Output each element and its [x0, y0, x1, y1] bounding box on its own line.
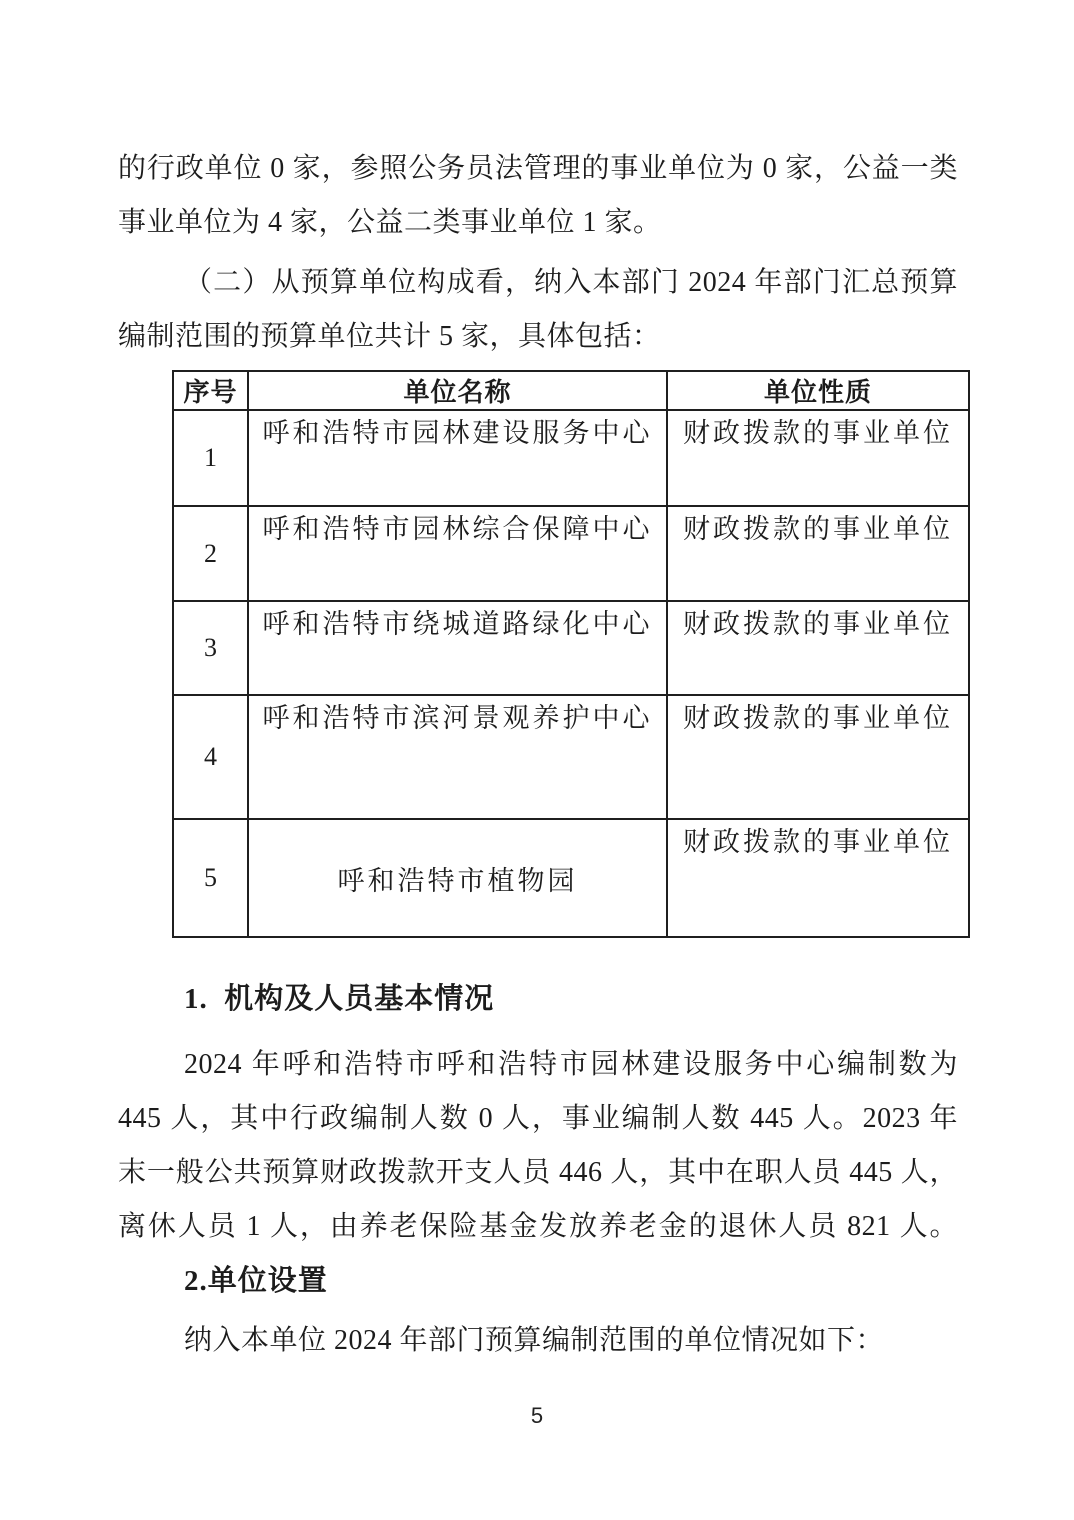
paragraph-admin-units	[118, 142, 958, 250]
table-row	[173, 695, 969, 819]
body-line: 末一般公共预算财政拨款开支人员 446 人，其中在职人员 445 人，	[118, 1157, 958, 1188]
body-line: 2024 年呼和浩特市呼和浩特市园林建设服务中心编制数为	[184, 1049, 958, 1080]
table-row	[173, 506, 969, 601]
unit-index: 3	[173, 601, 248, 695]
body-line: （二）从预算单位构成看，纳入本部门 2024 年部门汇总预算	[184, 267, 958, 298]
unit-index: 5	[173, 819, 248, 937]
body-line: 纳入本单位 2024 年部门预算编制范围的单位情况如下：	[184, 1325, 885, 1356]
unit-name: 呼和浩特市园林综合保障中心	[248, 506, 667, 601]
unit-nature: 财政拨款的事业单位	[667, 695, 969, 819]
body-line: 445 人，其中行政编制人数 0 人，事业编制人数 445 人。2023 年	[118, 1103, 958, 1134]
unit-name: 呼和浩特市绕城道路绿化中心	[248, 601, 667, 695]
units-table	[172, 370, 970, 938]
units-table-header	[173, 371, 969, 410]
unit-nature: 财政拨款的事业单位	[667, 601, 969, 695]
unit-nature: 财政拨款的事业单位	[667, 410, 969, 506]
unit-index: 2	[173, 506, 248, 601]
body-line: 事业单位为 4 家，公益二类事业单位 1 家。	[118, 207, 662, 238]
table-header-nature: 单位性质	[667, 371, 969, 410]
paragraph-staffing-details	[118, 1038, 958, 1254]
body-line: 的行政单位 0 家，参照公务员法管理的事业单位为 0 家，公益一类	[118, 153, 958, 184]
body-line: 离休人员 1 人，由养老保险基金发放养老金的退休人员 821 人。	[118, 1211, 958, 1242]
body-line: 编制范围的预算单位共计 5 家，具体包括：	[118, 321, 661, 352]
unit-nature: 财政拨款的事业单位	[667, 506, 969, 601]
table-header-name: 单位名称	[248, 371, 667, 410]
unit-name: 呼和浩特市滨河景观养护中心	[248, 695, 667, 819]
page-number: 5	[530, 1403, 544, 1428]
table-row	[173, 819, 969, 937]
table-row	[173, 601, 969, 695]
table-row	[173, 410, 969, 506]
paragraph-unit-setup-intro	[118, 1314, 958, 1368]
table-header-row	[173, 371, 969, 410]
unit-nature: 财政拨款的事业单位	[667, 819, 969, 937]
unit-index: 1	[173, 410, 248, 506]
paragraph-budget-units-intro	[118, 256, 958, 364]
section-heading-unit-setup: 2.单位设置	[184, 1265, 328, 1297]
unit-index: 4	[173, 695, 248, 819]
unit-name: 呼和浩特市园林建设服务中心	[248, 410, 667, 506]
unit-name: 呼和浩特市植物园	[248, 819, 667, 937]
table-header-no: 序号	[173, 371, 248, 410]
section-heading-staffing: 1. 机构及人员基本情况	[184, 983, 495, 1015]
